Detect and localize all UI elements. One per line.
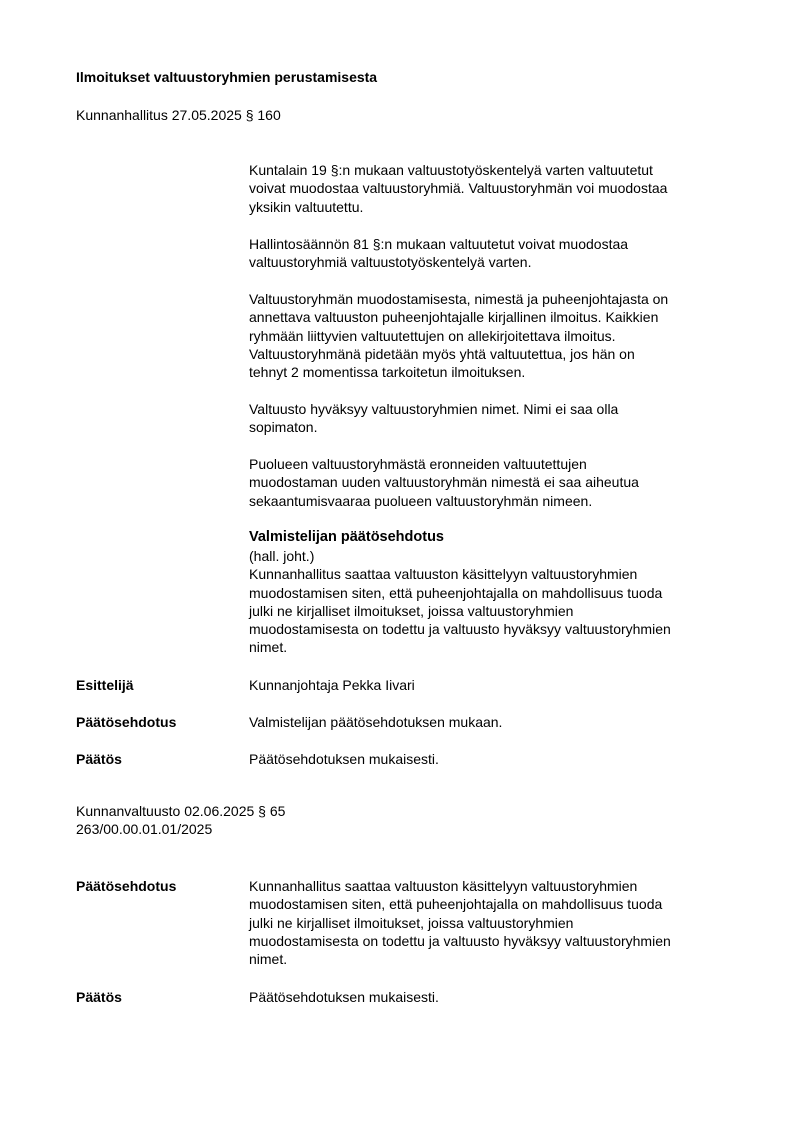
board-meeting-reference: Kunnanhallitus 27.05.2025 § 160 — [76, 107, 281, 123]
board-decision-label: Päätös — [76, 751, 122, 767]
council-proposal-value: Kunnanhallitus saattaa valtuuston käsittelyyn valtuustoryhmien muodostamisen siten, että puheenjohtajalla on mahdollisuus tuoda julki ne kirjalliset ilmoitukset, joissa valtuustoryhmien muodostamisesta on todettu ja valtuusto hyväksyy valtuustoryhmien nimet. — [249, 878, 671, 968]
paragraph-council-approval: Valtuusto hyväksyy valtuustoryhmien nimet. Nimi ei saa olla sopimaton. — [249, 401, 619, 436]
board-proposal-label: Päätösehdotus — [76, 714, 177, 730]
board-proposal-value: Valmistelijan päätösehdotuksen mukaan. — [249, 714, 503, 730]
council-decision-value: Päätösehdotuksen mukaisesti. — [249, 989, 439, 1005]
presenter-value: Kunnanjohtaja Pekka Iivari — [249, 677, 415, 693]
paragraph-party-group-name: Puolueen valtuustoryhmästä eronneiden valtuutettujen muodostaman uuden valtuustoryhmän nimestä ei saa aiheutua sekaantumisvaaraa puolueen valtuustoryhmän nimeen. — [249, 456, 639, 509]
page-title: Ilmoitukset valtuustoryhmien perustamisesta — [76, 69, 378, 85]
preparer-proposal-text: Kunnanhallitus saattaa valtuuston käsittelyyn valtuustoryhmien muodostamisen siten, että puheenjohtajalla on mahdollisuus tuoda julki ne kirjalliset ilmoitukset, joissa valtuustoryhmien muodostamisesta on todettu ja valtuusto hyväksyy valtuustoryhmien nimet. — [249, 566, 671, 656]
preparer-proposal-author: (hall. joht.) — [249, 548, 315, 564]
council-meeting-reference: Kunnanvaltuusto 02.06.2025 § 65 — [76, 803, 286, 819]
paragraph-administrative-rules: Hallintosäännön 81 §:n mukaan valtuutetut voivat muodostaa valtuustoryhmiä valtuustotyöskentelyä varten. — [249, 236, 629, 271]
presenter-label: Esittelijä — [76, 677, 134, 693]
board-decision-value: Päätösehdotuksen mukaisesti. — [249, 751, 439, 767]
preparer-proposal-section — [249, 528, 734, 657]
council-case-number: 263/00.00.01.01/2025 — [76, 821, 213, 837]
council-decision-label: Päätös — [76, 989, 122, 1005]
paragraph-municipal-act: Kuntalain 19 §:n mukaan valtuustotyöskentelyä varten valtuutetut voivat muodostaa valtuustoryhmiä. Valtuustoryhmän voi muodostaa yksikin valtuutettu. — [249, 162, 668, 215]
preparer-proposal-heading: Valmistelijan päätösehdotus — [249, 529, 444, 545]
paragraph-group-notification: Valtuustoryhmän muodostamisesta, nimestä ja puheenjohtajasta on annettava valtuuston puheenjohtajalle kirjallinen ilmoitus. Kaikkien ryhmään liittyvien valtuutettujen on allekirjoitettava ilmoitus. Valtuustoryhmänä pidetään myös yhtä valtuutettua, jos hän on tehnyt 2 momentissa tarkoitetun ilmoituksen. — [249, 291, 669, 381]
council-proposal-label: Päätösehdotus — [76, 878, 177, 894]
